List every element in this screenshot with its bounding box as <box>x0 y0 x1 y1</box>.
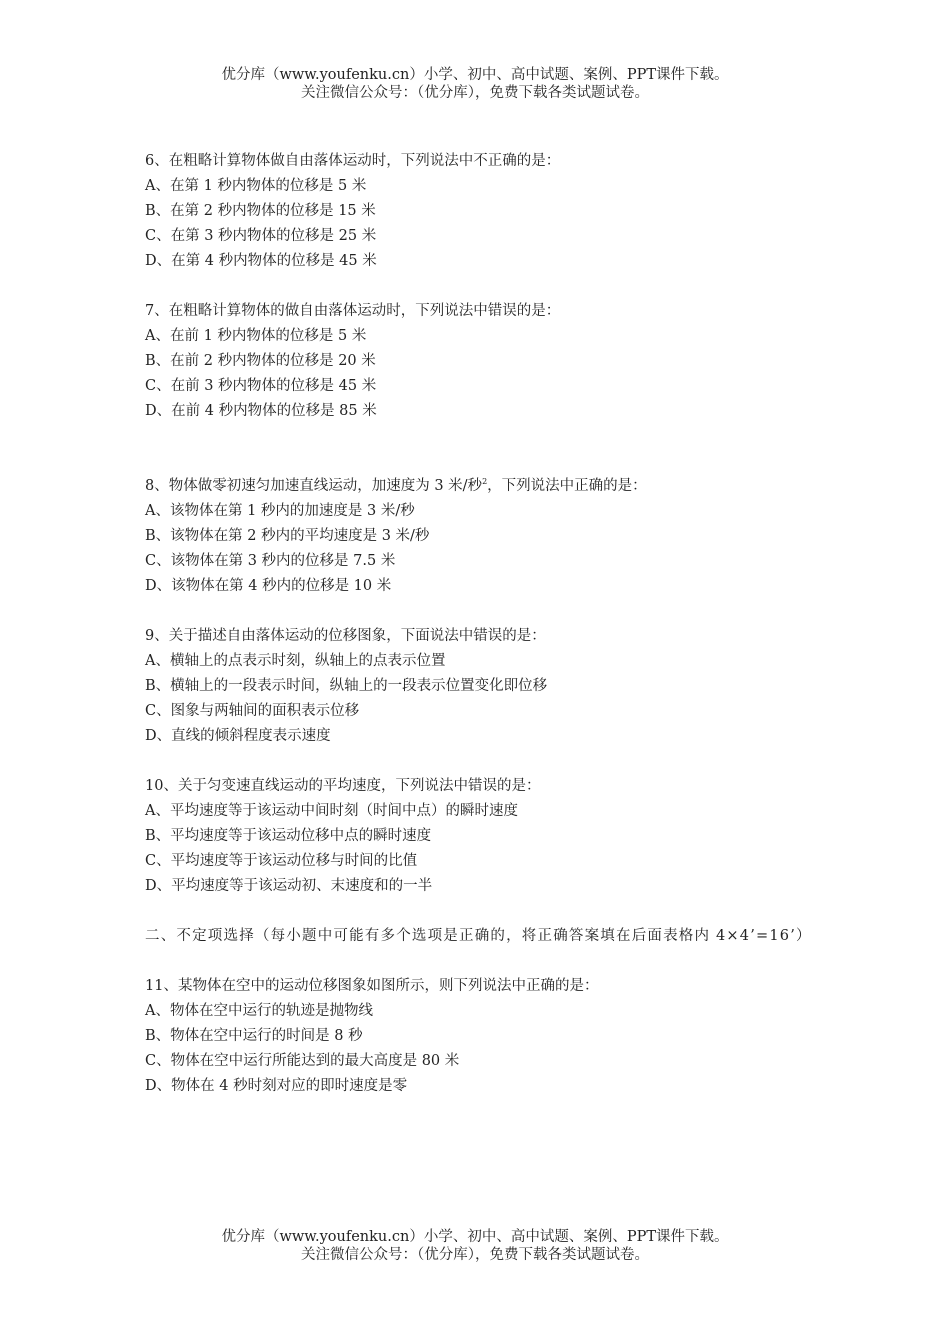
option-b: B、物体在空中运行的时间是 8 秒 <box>145 1028 363 1044</box>
option-c: C、图象与两轴间的面积表示位移 <box>145 703 360 719</box>
question-stem: 6、在粗略计算物体做自由落体运动时，下列说法中不正确的是： <box>145 153 561 169</box>
question-11 <box>145 974 810 1099</box>
option-c: C、在第 3 秒内物体的位移是 25 米 <box>145 228 377 244</box>
option-c: C、物体在空中运行所能达到的最大高度是 80 米 <box>145 1053 460 1069</box>
header-line-1: 优分库（www.youfenku.cn）小学、初中、高中试题、案例、PPT课件下载。 <box>221 67 729 83</box>
question-10 <box>145 774 810 899</box>
option-c: C、在前 3 秒内物体的位移是 45 米 <box>145 378 377 394</box>
option-b: B、该物体在第 2 秒内的平均速度是 3 米/秒 <box>145 528 430 544</box>
stem-prefix: 8、物体做零初速匀加速直线运动，加速度为 3 米/秒 <box>145 478 483 494</box>
option-d: D、平均速度等于该运动初、末速度和的一半 <box>145 878 433 894</box>
section-2-heading <box>145 924 810 949</box>
option-d: D、在前 4 秒内物体的位移是 85 米 <box>145 403 377 419</box>
option-b: B、横轴上的一段表示时间，纵轴上的一段表示位置变化即位移 <box>145 678 548 694</box>
option-b: B、在第 2 秒内物体的位移是 15 米 <box>145 203 376 219</box>
footer-line-2: 关注微信公众号：（优分库），免费下载各类试题试卷。 <box>301 1247 649 1263</box>
question-8 <box>145 474 810 599</box>
question-stem: 10、关于匀变速直线运动的平均速度，下列说法中错误的是： <box>145 778 541 794</box>
option-a: A、在前 1 秒内物体的位移是 5 米 <box>145 328 367 344</box>
section-title: 二、不定项选择（每小题中可能有多个选项是正确的，将正确答案填在后面表格内 4×4’=16’） <box>145 928 812 944</box>
page-header <box>0 66 950 102</box>
question-stem: 7、在粗略计算物体的做自由落体运动时，下列说法中错误的是： <box>145 303 561 319</box>
option-a: A、在第 1 秒内物体的位移是 5 米 <box>145 178 367 194</box>
option-d: D、在第 4 秒内物体的位移是 45 米 <box>145 253 377 269</box>
option-a: A、该物体在第 1 秒内的加速度是 3 米/秒 <box>145 503 415 519</box>
option-c: C、平均速度等于该运动位移与时间的比值 <box>145 853 418 869</box>
page-footer <box>0 1228 950 1264</box>
question-stem: 9、关于描述自由落体运动的位移图象，下面说法中错误的是： <box>145 628 546 644</box>
option-d: D、直线的倾斜程度表示速度 <box>145 728 331 744</box>
option-b: B、平均速度等于该运动位移中点的瞬时速度 <box>145 828 432 844</box>
footer-line-1: 优分库（www.youfenku.cn）小学、初中、高中试题、案例、PPT课件下载。 <box>221 1229 729 1245</box>
exam-content <box>145 149 810 1099</box>
stem-suffix: ，下列说法中正确的是： <box>487 478 647 494</box>
option-a: A、横轴上的点表示时刻，纵轴上的点表示位置 <box>145 653 446 669</box>
option-c: C、该物体在第 3 秒内的位移是 7.5 米 <box>145 553 396 569</box>
option-b: B、在前 2 秒内物体的位移是 20 米 <box>145 353 376 369</box>
option-a: A、物体在空中运行的轨迹是抛物线 <box>145 1003 373 1019</box>
header-line-2: 关注微信公众号：（优分库），免费下载各类试题试卷。 <box>301 85 649 101</box>
stem-superscript: 2 <box>482 477 488 486</box>
question-stem: 11、某物体在空中的运动位移图象如图所示，则下列说法中正确的是： <box>145 978 599 994</box>
question-stem <box>145 474 810 499</box>
option-a: A、平均速度等于该运动中间时刻（时间中点）的瞬时速度 <box>145 803 518 819</box>
option-d: D、该物体在第 4 秒内的位移是 10 米 <box>145 578 392 594</box>
question-7 <box>145 299 810 424</box>
option-d: D、物体在 4 秒时刻对应的即时速度是零 <box>145 1078 408 1094</box>
question-9 <box>145 624 810 749</box>
question-6 <box>145 149 810 274</box>
